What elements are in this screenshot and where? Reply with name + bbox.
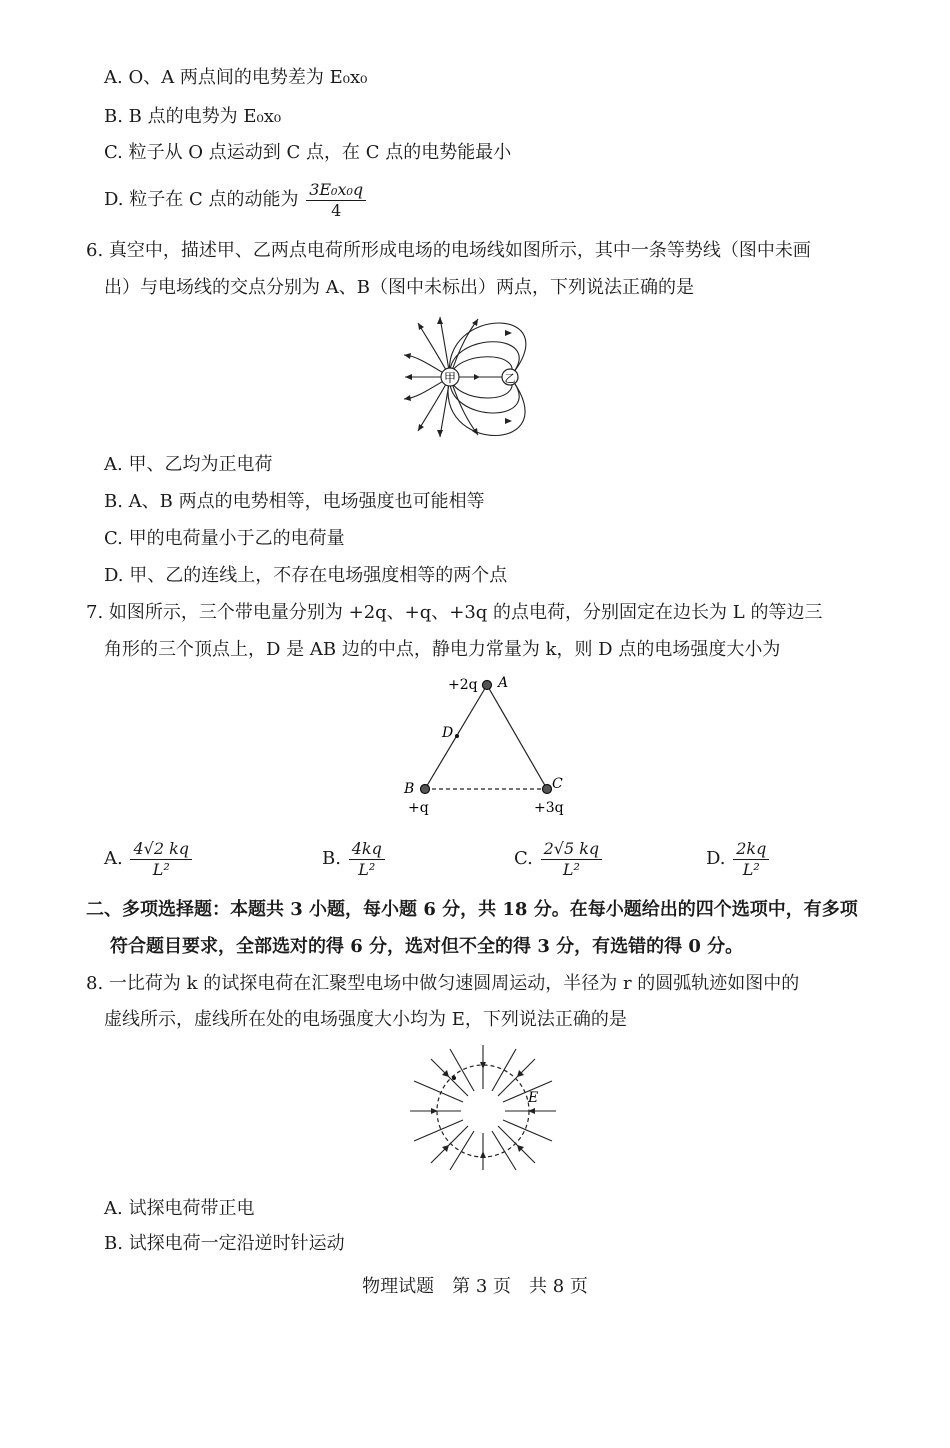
label-c-charge: +3q [534, 800, 564, 816]
q5-option-d [104, 178, 366, 222]
q6-option-b: B. A、B 两点的电势相等，电场强度也可能相等 [104, 491, 485, 512]
fraction-denominator: L² [742, 859, 760, 879]
q8-option-b: B. 试探电荷一定沿逆时针运动 [104, 1233, 345, 1254]
test-charge [452, 1076, 456, 1080]
q7-option-d [706, 836, 769, 882]
q5-option-d-fraction [306, 180, 366, 221]
fraction-denominator: L² [562, 859, 580, 879]
q6-stem-line2: 出）与电场线的交点分别为 A、B（图中未标出）两点，下列说法正确的是 [104, 277, 694, 298]
q5-option-a: A. O、A 两点间的电势差为 E₀x₀ [104, 67, 368, 88]
q7-option-b-fraction [349, 839, 385, 880]
fraction-numerator: 4√2 kq [130, 839, 192, 860]
q6-option-c: C. 甲的电荷量小于乙的电荷量 [104, 528, 345, 549]
q7-stem-line1: 7. 如图所示，三个带电量分别为 +2q、+q、+3q 的点电荷，分别固定在边长为 L 的等边三 [86, 602, 823, 623]
vertex-c [543, 785, 552, 794]
q7-stem-line2: 角形的三个顶点上，D 是 AB 边的中点，静电力常量为 k，则 D 点的电场强度大小为 [104, 639, 781, 660]
page-footer: 物理试题 第 3 页 共 8 页 [362, 1276, 588, 1297]
fraction-numerator: 2kq [733, 839, 769, 860]
q8-stem-line2: 虚线所示，虚线所在处的电场强度大小均为 E，下列说法正确的是 [104, 1009, 627, 1030]
q7-option-b [322, 836, 385, 882]
q7-option-a-label: A. [104, 848, 123, 869]
q8-converging-field-diagram [408, 1045, 558, 1170]
label-d: D [442, 725, 454, 741]
section2-heading-line2: 符合题目要求，全部选对的得 6 分，选对但不全的得 3 分，有选错的得 0 分。 [110, 936, 744, 957]
label-c: C [552, 776, 563, 792]
charge-yi-label: 乙 [504, 372, 516, 385]
section2-heading-line1: 二、多项选择题：本题共 3 小题，每小题 6 分，共 18 分。在每小题给出的四个选项中，有多项 [86, 899, 858, 920]
q7-option-d-label: D. [706, 848, 726, 869]
q7-option-a-fraction [130, 839, 192, 880]
q7-option-d-fraction [733, 839, 769, 880]
label-b-charge: +q [408, 800, 429, 816]
q7-option-c [514, 836, 602, 882]
q7-option-c-label: C. [514, 848, 533, 869]
vertex-b [421, 785, 430, 794]
q6-option-d: D. 甲、乙的连线上，不存在电场强度相等的两个点 [104, 565, 508, 586]
fraction-denominator: L² [152, 859, 170, 879]
q8-option-a: A. 试探电荷带正电 [104, 1198, 255, 1219]
q5-option-c: C. 粒子从 O 点运动到 C 点，在 C 点的电势能最小 [104, 142, 512, 163]
q6-option-a: A. 甲、乙均为正电荷 [104, 454, 273, 475]
fraction-denominator: 4 [331, 200, 342, 220]
q5-option-b: B. B 点的电势为 E₀x₀ [104, 106, 282, 127]
fraction-numerator: 4kq [349, 839, 385, 860]
q7-option-b-label: B. [322, 848, 341, 869]
label-a: A [498, 675, 509, 691]
q7-option-c-fraction [541, 839, 603, 880]
q6-field-line-diagram [400, 315, 560, 445]
q8-stem-line1: 8. 一比荷为 k 的试探电荷在汇聚型电场中做匀速圆周运动，半径为 r 的圆弧轨迹如图中的 [86, 973, 800, 994]
edge-ac [487, 685, 547, 789]
fraction-numerator: 3E₀x₀q [306, 180, 366, 201]
fraction-numerator: 2√5 kq [541, 839, 603, 860]
charge-jia-label: 甲 [443, 371, 457, 385]
vertex-a [483, 681, 492, 690]
q6-stem-line1: 6. 真空中，描述甲、乙两点电荷所形成电场的电场线如图所示，其中一条等势线（图中未画 [86, 240, 811, 261]
point-d [455, 734, 459, 738]
q7-triangle-diagram [400, 672, 580, 817]
fraction-denominator: L² [358, 859, 376, 879]
label-b: B [404, 781, 415, 797]
q5-option-d-text: D. 粒子在 C 点的动能为 [104, 189, 299, 210]
label-e: E [528, 1090, 539, 1106]
label-a-charge: +2q [448, 677, 478, 693]
q7-option-a [104, 836, 192, 882]
